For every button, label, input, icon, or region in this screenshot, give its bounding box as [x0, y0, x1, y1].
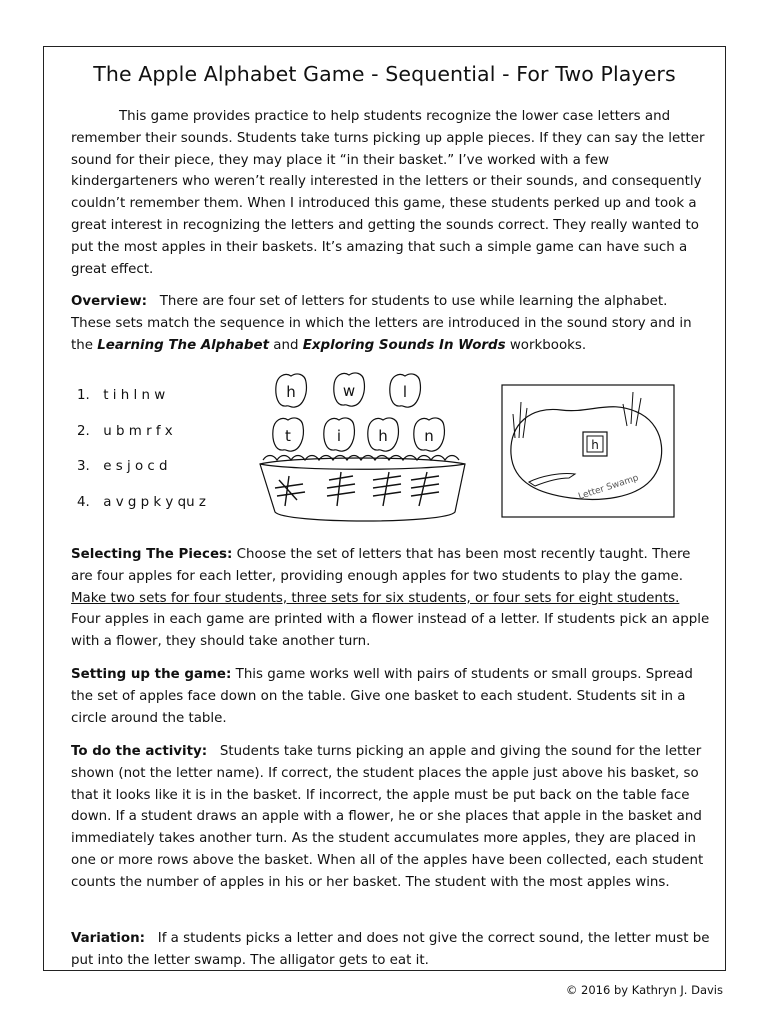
apple-basket-illustration [255, 372, 470, 532]
list-item: 2. u b m r f x [77, 423, 173, 439]
letter-sets-list [77, 385, 206, 527]
list-item: 4. a v g p k y qu z [77, 494, 206, 510]
activity-heading: To do the activity: [71, 744, 208, 759]
underlined-instruction: Make two sets for four students, three sets for six students, or four sets for eight students. [71, 590, 680, 606]
selecting-heading: Selecting The Pieces: [71, 547, 233, 562]
letter-swamp-illustration [501, 384, 675, 518]
selecting-paragraph: Selecting The Pieces: Choose the set of letters that has been most recently taught. There are four apples for each letter, providing enough apples for two students to play the game. Make two sets for four students, three sets for six students, or four sets for eight students. Four apples in each game are printed with a flower instead of a letter. If students pick an apple with a flower, they should take another turn. [71, 547, 710, 650]
list-item: 1. t i h l n w [77, 388, 166, 403]
apple-letter: h [378, 427, 388, 445]
list-item: 3. e s j o c d [77, 459, 168, 474]
apple-letter: n [424, 427, 434, 445]
swamp-letter: h [591, 438, 599, 452]
variation-heading: Variation: [71, 931, 145, 946]
apple-letter: w [342, 382, 356, 400]
book-title-exploring: Exploring Sounds In Words [302, 337, 506, 353]
book-title-learning: Learning The Alphabet [97, 337, 269, 353]
variation-paragraph: Variation: If a students picks a letter and does not give the correct sound, the letter must be put into the letter swamp. The alligator gets to eat it. [71, 931, 710, 968]
activity-paragraph: To do the activity: Students take turns picking an apple and giving the sound for the letter shown (not the letter name). If correct, the student places the apple just above his basket, so that it looks like it is in the basket. If incorrect, the apple must be put back on the table face down. If a student draws an apple with a flower, he or she places that apple in the basket and immediately takes another turn. As the student accumulates more apples, they are placed in one or more rows above the basket. When all of the apples have been collected, each student counts the number of apples in his or her basket. The student with the most apples wins. [71, 744, 704, 890]
setting-up-paragraph: Setting up the game: This game works well with pairs of students or small groups. Spread the set of apples face down on the table. Give one basket to each student. Students sit in a circle around the table. [71, 667, 693, 726]
intro-paragraph: This game provides practice to help students recognize the lower case letters and remember their sounds. Students take turns picking up apple pieces. If they can say the letter sound for their piece, they may place it “in their basket.” I’ve worked with a few kindergarteners who weren’t really interested in the letters or their sounds, and consequently couldn’t remember them. When I introduced this game, these students perked up and took a great interest in recognizing the letters and getting the sounds correct. They really wanted to put the most apples in their baskets. It’s amazing that such a simple game can have such a great effect. [71, 109, 705, 277]
apple-letter: i [336, 427, 342, 445]
apple-letter: h [286, 383, 296, 401]
page-title: The Apple Alphabet Game - Sequential - For Two Players [93, 62, 676, 86]
apple-letter: t [285, 427, 291, 445]
overview-paragraph: Overview: There are four set of letters for students to use while learning the alphabet. These sets match the sequence in which the letters are introduced in the sound story and in the Learning The Alphabet and Exploring Sounds In Words workbooks. [71, 294, 692, 353]
setting-up-heading: Setting up the game: [71, 667, 232, 682]
overview-heading: Overview: [71, 294, 147, 309]
copyright-footer: © 2016 by Kathryn J. Davis [565, 983, 723, 997]
swamp-label: Letter Swamp [577, 473, 640, 503]
apple-letter: l [402, 383, 408, 401]
